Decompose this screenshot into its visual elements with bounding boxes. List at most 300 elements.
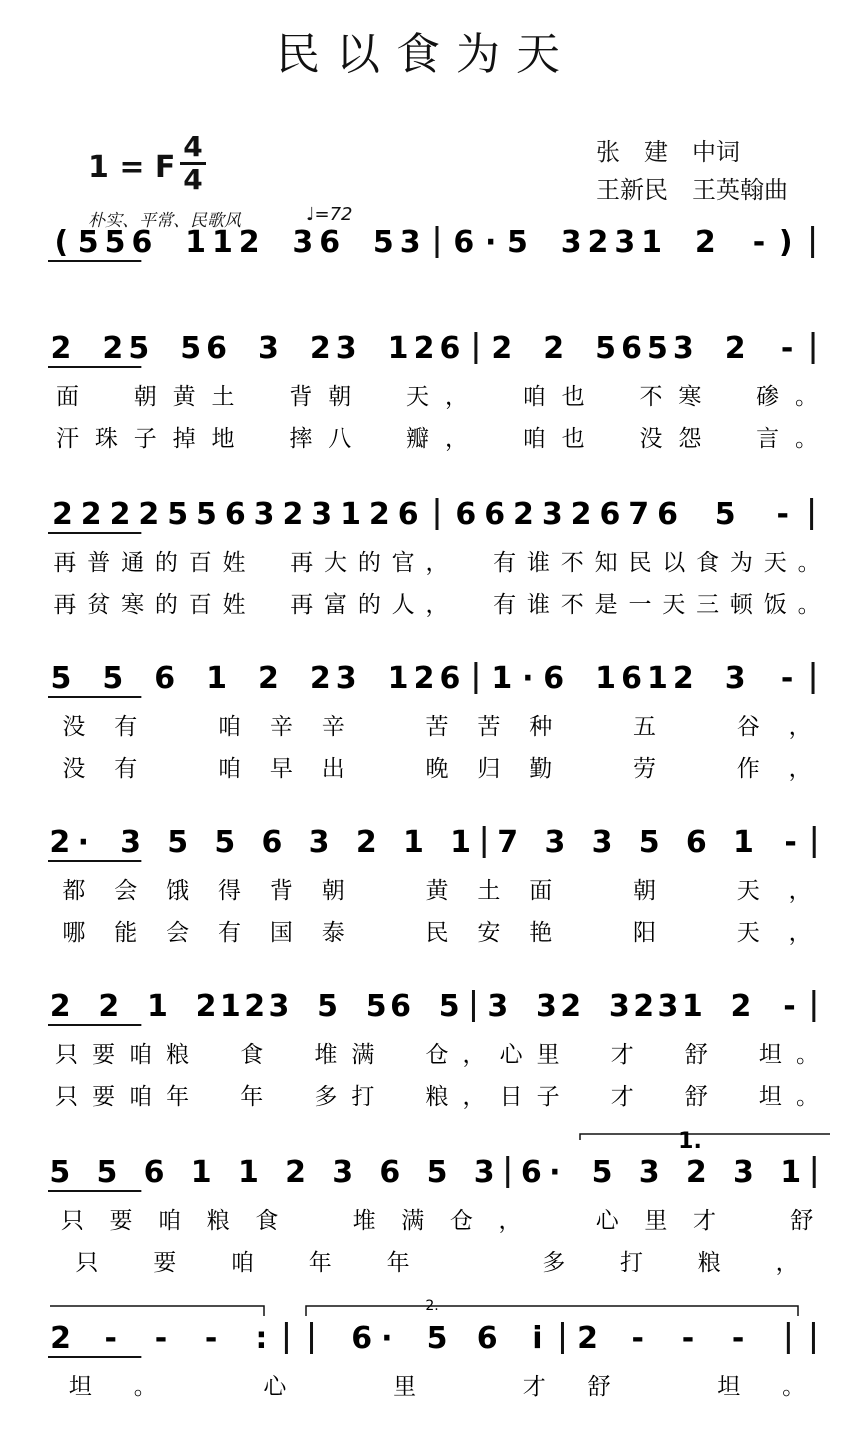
note-glyph: · [381,1321,393,1356]
composer-credit: 王新民 王英翰曲 [596,176,788,204]
note-glyph: 1 [146,989,168,1024]
lyric-char: 汗 [55,426,79,452]
lyric-char: 天 [736,878,760,904]
lyric-char: 人 [391,592,415,618]
lyric-char: 摔 [289,426,313,452]
lyric-char: 国 [269,920,293,946]
lyric-char: 都 [62,878,86,904]
lyric-char: 心 [595,1208,619,1234]
lyric-char: 粮 [425,1084,449,1110]
note-glyph: 3 [733,1155,754,1190]
lyric-char: 苦 [477,714,501,740]
note-glyph: 2 [587,225,609,260]
lyric-char: 才 [610,1084,634,1110]
note-glyph: - [780,661,794,696]
note-glyph: 3 [257,331,279,366]
lyric-char: 坦 [717,1374,741,1400]
lyric-char: 普 [87,550,111,576]
note-glyph: 1 [185,225,206,260]
lyric-char: 舒 [684,1084,708,1110]
lyric-char: ， [775,1250,799,1276]
note-glyph: 6 [484,497,506,532]
lyric-char: 的 [357,592,381,618]
note-glyph: 2 [577,1321,599,1356]
note-glyph: 3 [120,825,141,860]
lyric-char: 打 [620,1250,643,1276]
lyric-char: 没 [62,756,86,782]
lyric-char: 也 [561,426,585,452]
lyric-char: 打 [351,1084,375,1110]
note-glyph: 2 [633,989,655,1024]
note-glyph: 1 [450,825,472,860]
lyric-char: 的 [154,550,178,576]
lyric-char: 苦 [425,714,449,740]
note-glyph: - [731,1321,745,1356]
note-glyph: 5 [102,661,124,696]
note-glyph: 5 [167,497,189,532]
note-glyph: 3 [608,989,630,1024]
lyric-char: 是 [594,592,618,618]
note-glyph: 5 [595,331,617,366]
lyric-char: 怨 [678,426,702,452]
note-glyph: 5 [638,825,660,860]
note-glyph: 5 [214,825,236,860]
note-glyph: - [104,1321,117,1356]
note-glyph: 2 [685,1155,707,1190]
lyric-char: 要 [109,1208,133,1234]
lyric-char: 朝 [632,878,656,904]
lyric-char: 粮 [697,1250,721,1276]
lyric-char: 言 [756,426,780,452]
lyric-char: 勤 [529,756,553,782]
lyric-char: 里 [393,1374,417,1400]
lyric-char: 日 [499,1084,523,1110]
lyric-char: 天 [406,384,430,410]
note-glyph: 1 [681,989,703,1024]
note-glyph: · [549,1155,561,1190]
note-glyph: 5 [96,1155,118,1190]
note-glyph: 1 [211,225,233,260]
note-glyph: - [783,989,796,1024]
lyric-char: 土 [211,384,235,410]
lyric-char: 咱 [158,1208,182,1234]
note-glyph: 1 [491,661,513,696]
note-glyph: 5 [77,225,99,260]
lyric-char: 天 [662,592,686,618]
lyric-char: 以 [662,550,686,576]
lyric-char: 心 [263,1374,287,1400]
lyric-char: 心 [499,1042,523,1068]
note-glyph: 3 [473,1155,495,1190]
note-glyph: 3 [657,989,679,1024]
note-glyph: - [752,225,766,260]
note-glyph: - [681,1321,695,1356]
lyric-char: 姓 [222,550,246,576]
note-glyph: 5 [426,1321,448,1356]
lyric-char: 归 [477,756,501,782]
lyric-char: 土 [477,878,501,904]
lyric-char: 一 [628,592,652,618]
lyric-char: ， [462,1084,486,1110]
lyric-char: 里 [644,1208,668,1234]
note-glyph: 2 [80,497,102,532]
note-glyph: 6 [599,497,621,532]
note-glyph: 1 [237,1155,259,1190]
lyric-char: 坦 [758,1042,782,1068]
lyric-char: ， [498,1208,522,1234]
note-glyph: 6 [143,1155,165,1190]
note-glyph: - [631,1321,645,1356]
lyric-char: 没 [62,714,86,740]
note-glyph: 6 [543,661,565,696]
lyric-char: 不 [560,550,584,576]
lyric-char: 背 [269,878,293,904]
note-glyph: 3 [332,1155,354,1190]
note-glyph: 6 [453,225,475,260]
lyric-char: 仓 [425,1042,449,1068]
note-glyph: 3 [541,497,563,532]
lyric-char: 早 [269,756,293,782]
lyric-char: 哪 [62,920,86,946]
lyric-char: 粮 [206,1208,230,1234]
lyric-char: 坦 [758,1084,782,1110]
note-glyph: 1 [595,661,617,696]
lyric-char: 要 [92,1084,116,1110]
note-glyph: 2 [257,661,279,696]
note-glyph: 5 [591,1155,613,1190]
lyric-char: 。 [795,1084,819,1110]
note-glyph: 6 [351,1321,373,1356]
note-glyph: 3 [614,225,636,260]
lyric-char: 有 [114,714,138,740]
note-glyph: - [154,1321,168,1356]
lyric-char: 满 [401,1208,425,1234]
note-glyph: 1 [387,661,409,696]
lyric-char: 。 [782,1374,806,1400]
lyric-char: 子 [133,426,157,452]
lyric-char: 知 [594,550,618,576]
note-glyph: 3 [311,497,333,532]
note-glyph: 2 [49,989,71,1024]
lyric-char: 地 [211,426,235,452]
lyric-char: 的 [154,592,178,618]
lyric-char: 寒 [121,592,145,618]
note-glyph: 1 [780,1155,802,1190]
lyric-char: 堆 [314,1042,338,1068]
lyric-char: 的 [357,550,381,576]
note-glyph: 1 [206,661,228,696]
lyric-char: 朝 [328,384,352,410]
lyric-char: 只 [75,1250,99,1276]
note-glyph: 7 [497,825,519,860]
note-glyph: 6 [397,497,419,532]
note-glyph: 1 [641,225,663,260]
note-glyph: 2 [724,331,746,366]
note-glyph: 2 [694,225,716,260]
volta-label-2: 2. [425,1298,439,1314]
lyric-char: 。 [795,1042,819,1068]
note-glyph: 3 [292,225,314,260]
note-glyph: 2 [238,225,260,260]
lyric-char: 才 [522,1374,546,1400]
volta-bracket-2 [306,1306,798,1316]
lyric-char: ， [444,426,468,452]
lyric-char: 面 [529,878,553,904]
lyric-char: 。 [797,592,821,618]
lyric-char: ， [788,920,812,946]
lyric-char: 朝 [321,878,345,904]
note-glyph: 5 [167,825,189,860]
note-glyph: 6 [657,497,678,532]
note-glyph: 1 [190,1155,212,1190]
lyric-char: 只 [60,1208,84,1234]
lyric-char: 咱 [522,384,546,410]
note-glyph: - [204,1321,218,1356]
lyric-char: 百 [188,550,212,576]
note-glyph: · [484,225,497,260]
lyric-char: 堆 [352,1208,376,1234]
lyric-char: 姓 [222,592,246,618]
note-glyph: 2 [195,989,217,1024]
lyric-char: 作 [736,756,760,782]
note-glyph: 2 [98,989,120,1024]
note-glyph: ( [54,225,69,260]
lyric-char: 咱 [231,1250,254,1276]
lyric-char: 舒 [790,1208,814,1234]
note-glyph: 6 [439,661,461,696]
lyricist-credit: 张 建 中词 [596,138,740,166]
note-glyph: · [77,825,90,860]
note-glyph: 7 [628,497,650,532]
lyric-char: ， [462,1042,486,1068]
lyric-char: 种 [529,714,553,740]
note-glyph: 5 [507,225,528,260]
note-glyph: 6 [439,331,461,366]
note-glyph: 2 [413,331,435,366]
note-glyph: 1 [646,661,668,696]
note-glyph: 2 [109,497,131,532]
note-glyph: 3 [560,225,582,260]
note-glyph: 2 [49,825,71,860]
note-glyph: 2 [51,497,73,532]
note-glyph: 6 [621,331,642,366]
note-glyph: 1 [387,331,409,366]
lyric-char: 珠 [94,426,118,452]
note-glyph: ) [778,225,793,260]
note-glyph: 3 [335,661,357,696]
lyric-char: 年 [386,1250,410,1276]
lyric-char: 安 [477,920,501,946]
lyric-char: 通 [121,550,145,576]
note-glyph: 3 [253,497,275,532]
lyric-char: 黄 [172,384,196,410]
note-glyph: 6 [390,989,411,1024]
note-glyph: 5 [426,1155,448,1190]
note-glyph: 3 [268,989,290,1024]
lyric-char: 年 [240,1084,264,1110]
lyric-char: 年 [166,1084,190,1110]
lyric-char: 谁 [526,592,550,618]
note-glyph: 3 [672,331,694,366]
lyric-char: 才 [610,1042,634,1068]
lyric-char: 仓 [449,1208,473,1234]
note-glyph: 6 [131,225,153,260]
lyric-char: 多 [314,1084,338,1110]
lyric-char: 里 [536,1042,560,1068]
lyric-char: 大 [324,550,348,576]
lyric-char: 八 [328,426,352,452]
note-glyph: 1 [733,825,754,860]
note-glyph: 1 [219,989,241,1024]
note-glyph: 5 [438,989,460,1024]
lyric-char: ， [444,384,468,410]
lyric-char: 碜 [756,384,780,410]
lyric-char: 出 [321,756,345,782]
note-glyph: 2 [282,497,304,532]
note-glyph: 3 [544,825,566,860]
lyric-char: 多 [542,1250,566,1276]
note-glyph: - [776,497,790,532]
lyric-char: 饿 [166,878,190,904]
lyric-char: 掉 [172,426,196,452]
lyric-char: 饭 [763,592,787,618]
lyric-char: 只 [55,1084,79,1110]
note-glyph: 2 [102,331,124,366]
lyric-char: 。 [795,384,819,410]
lyric-char: 有 [493,592,517,618]
lyric-char: 有 [114,756,138,782]
note-glyph: 5 [128,331,150,366]
note-glyph: 2 [50,331,72,366]
note-glyph: 2 [560,989,582,1024]
note-glyph: 6 [206,331,228,366]
lyric-char: 会 [166,920,190,946]
lyric-char: 谷 [736,714,760,740]
note-glyph: 2 [543,331,565,366]
note-glyph: 3 [535,989,557,1024]
lyric-char: 为 [729,550,753,576]
note-glyph: 5 [372,225,394,260]
note-glyph: 6 [621,661,642,696]
lyric-char: 三 [696,592,720,618]
note-glyph: 2 [413,661,435,696]
note-glyph: · [522,661,534,696]
lyric-char: 会 [114,878,138,904]
lyric-char: 顿 [729,592,753,618]
lyric-char: 不 [560,592,584,618]
note-glyph: 2 [309,331,331,366]
key-signature: 1 = F [88,150,176,185]
lyric-char: 年 [308,1250,332,1276]
note-glyph: 1 [340,497,361,532]
note-glyph: 6 [154,661,176,696]
note-glyph: 5 [196,497,217,532]
note-glyph: 2 [368,497,390,532]
note-glyph: 3 [335,331,357,366]
time-signature-bottom: 4 [183,163,203,196]
note-glyph: 6 [261,825,283,860]
lyric-char: 辛 [321,714,345,740]
lyric-char: 不 [639,384,663,410]
note-glyph: 6 [685,825,707,860]
lyric-char: 晚 [425,756,449,782]
lyric-char: 面 [55,384,79,410]
lyric-char: 。 [133,1374,157,1400]
lyric-char: 贫 [87,592,111,618]
note-glyph: 2 [570,497,592,532]
lyric-char: 百 [188,592,212,618]
lyric-char: 。 [797,550,821,576]
lyric-char: 满 [351,1042,375,1068]
lyric-char: 天 [763,550,787,576]
note-glyph: 6 [319,225,341,260]
lyric-char: 阳 [632,920,656,946]
note-glyph: 5 [317,989,339,1024]
note-glyph: 6 [455,497,477,532]
lyric-char: 粮 [166,1042,190,1068]
lyric-char: 能 [114,920,138,946]
lyric-char: 咱 [129,1042,153,1068]
note-glyph: i [532,1321,543,1356]
tempo-mark: ♩=72 [306,204,353,225]
lyric-char: 有 [218,920,242,946]
lyric-char: 舒 [684,1042,708,1068]
lyric-char: 咱 [522,426,546,452]
volta-bracket-1-end [50,1306,264,1316]
note-glyph: 3 [399,225,421,260]
note-glyph: 5 [646,331,668,366]
lyric-char: 只 [55,1042,79,1068]
lyric-char: 民 [628,550,652,576]
note-glyph: 5 [365,989,387,1024]
lyric-char: 劳 [632,756,656,782]
note-glyph: 6 [224,497,246,532]
lyric-char: 背 [289,384,313,410]
lyric-char: 民 [425,920,449,946]
lyric-char: 食 [696,550,720,576]
lyric-char: 得 [218,878,242,904]
note-glyph: 2 [491,331,513,366]
lyric-char: 也 [561,384,585,410]
note-glyph: 3 [487,989,509,1024]
lyric-char: 有 [493,550,517,576]
note-glyph: 2 [285,1155,306,1190]
note-glyph: 5 [49,1155,71,1190]
note-glyph: 6 [379,1155,401,1190]
lyric-char: 朝 [133,384,157,410]
note-glyph: - [784,825,797,860]
tempo-style: 朴实、平常、民歌风 [88,211,241,231]
lyric-char: 子 [536,1084,560,1110]
note-glyph: 2 [244,989,266,1024]
time-signature-top: 4 [183,130,203,163]
lyric-char: 谁 [526,550,550,576]
lyric-char: 瓣 [406,426,430,452]
volta-bracket-1 [580,1134,830,1140]
note-glyph: 2 [355,825,377,860]
note-glyph: : [255,1321,268,1356]
lyric-char: 泰 [321,920,345,946]
lyric-char: ， [788,878,812,904]
lyric-char: 黄 [425,878,449,904]
lyric-char: 天 [736,920,760,946]
note-glyph: 3 [591,825,613,860]
note-glyph: 2 [309,661,331,696]
note-glyph: 2 [672,661,694,696]
volta-label-1: 1. [678,1129,702,1154]
lyric-char: ， [788,756,812,782]
note-glyph: - [780,331,794,366]
